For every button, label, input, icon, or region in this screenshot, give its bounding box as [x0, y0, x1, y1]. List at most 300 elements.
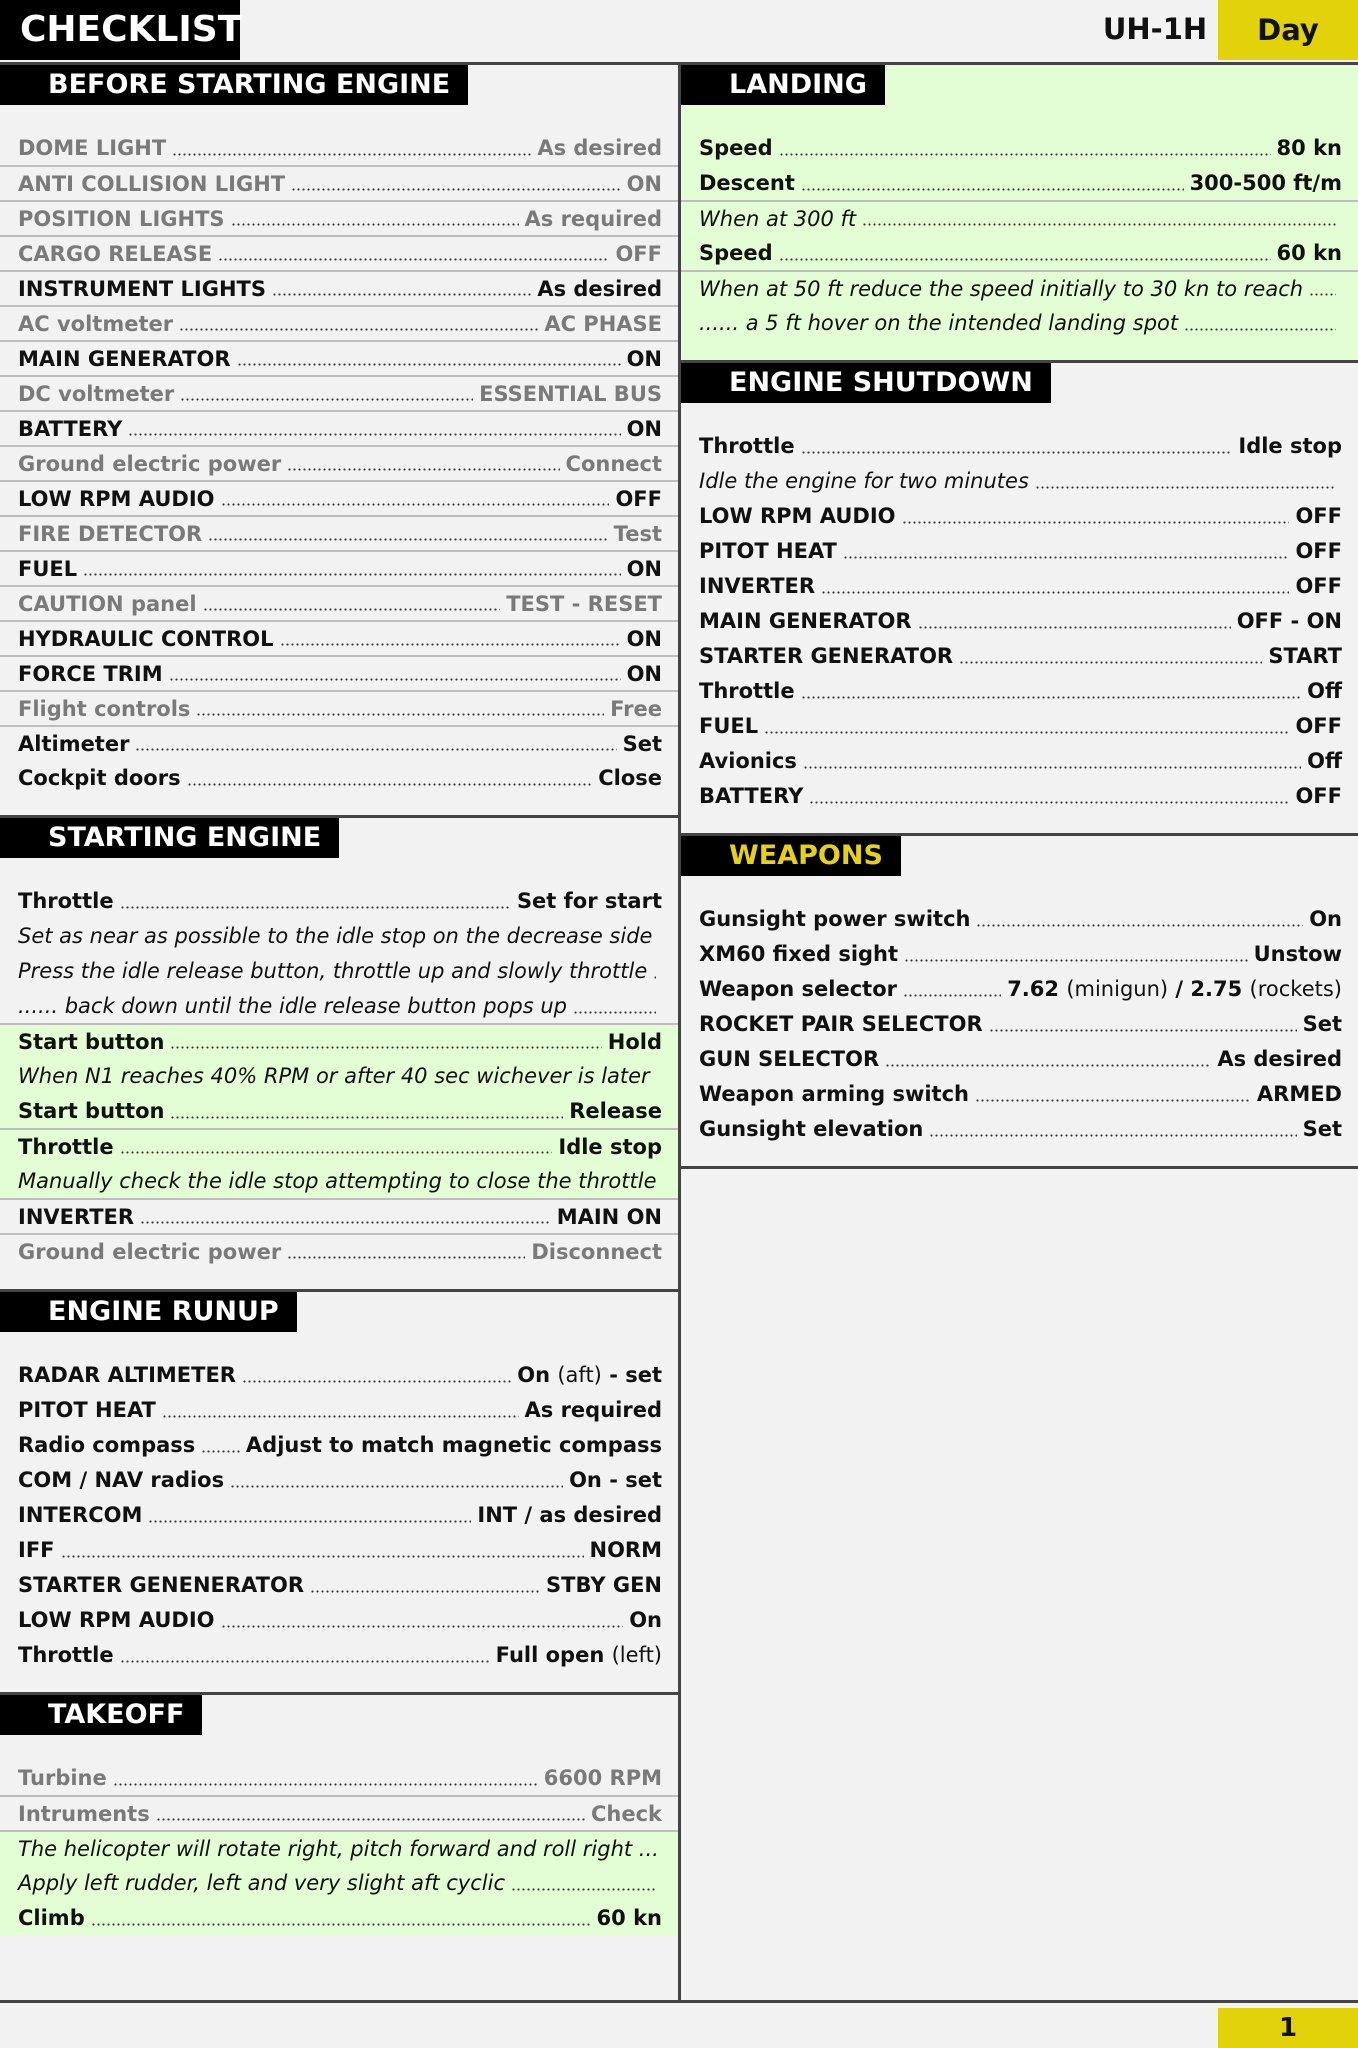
item-value — [1303, 1117, 1342, 1141]
item-label: Throttle — [18, 1642, 114, 1667]
item-label: Manually check the idle stop attempting to close the throttle — [18, 1168, 657, 1193]
value-text: START — [1268, 643, 1342, 668]
checklist-item — [681, 1006, 1358, 1041]
checklist-note — [681, 305, 1358, 340]
value-text: On — [517, 1362, 551, 1387]
checklist-item — [681, 1041, 1358, 1076]
leader-dots — [156, 1818, 585, 1821]
leader-dots — [208, 538, 607, 541]
leader-dots — [230, 1485, 563, 1488]
leader-dots — [959, 661, 1262, 664]
value-text: Off — [1307, 748, 1342, 773]
item-value — [1237, 609, 1342, 633]
checklist-item — [0, 270, 678, 305]
value-text: ON — [626, 416, 662, 441]
item-label: POSITION LIGHTS — [18, 206, 225, 231]
checklist-item — [0, 655, 678, 690]
item-value — [627, 172, 662, 196]
item-label: ...... a 5 ft hover on the intended landing spot — [699, 310, 1179, 335]
leader-dots — [91, 1923, 591, 1926]
leader-dots — [801, 188, 1184, 191]
item-value — [590, 1538, 663, 1562]
leader-dots — [83, 573, 620, 576]
checklist-item — [681, 971, 1358, 1006]
item-label: Avionics — [699, 748, 797, 773]
leader-dots — [287, 1256, 525, 1259]
item-label: Intruments — [18, 1801, 150, 1826]
checklist-item — [0, 1392, 678, 1427]
item-label: Descent — [699, 170, 795, 195]
checklist-note — [681, 200, 1358, 235]
value-note: (left) — [611, 1642, 662, 1667]
item-value — [525, 1398, 662, 1422]
section-title: ENGINE RUNUP — [0, 1292, 297, 1332]
item-label: Speed — [699, 240, 773, 265]
section-title: LANDING — [681, 65, 885, 105]
value-tail: - set — [609, 1362, 662, 1387]
item-label: FIRE DETECTOR — [18, 521, 203, 546]
leader-dots — [511, 1888, 656, 1891]
item-label: INTERCOM — [18, 1502, 143, 1527]
item-value — [598, 766, 662, 790]
item-label: Turbine — [18, 1765, 107, 1790]
checklist-item — [0, 690, 678, 725]
item-label: Ground electric power — [18, 451, 282, 476]
item-value — [1295, 714, 1342, 738]
leader-dots — [237, 363, 621, 366]
checklist-item — [681, 1111, 1358, 1146]
section-title: ENGINE SHUTDOWN — [681, 363, 1051, 403]
checklist-item — [681, 638, 1358, 673]
value-text: ESSENTIAL BUS — [479, 381, 662, 406]
value-text: ARMED — [1256, 1081, 1342, 1106]
item-label: PITOT HEAT — [699, 538, 837, 563]
checklist-item — [681, 708, 1358, 743]
value-text: Close — [598, 765, 662, 790]
item-label: FUEL — [699, 713, 759, 738]
value-text: ON — [626, 556, 662, 581]
value-text: OFF — [1295, 783, 1342, 808]
leader-dots — [148, 1520, 471, 1523]
leader-dots — [113, 1783, 538, 1786]
value-text: OFF — [1295, 538, 1342, 563]
checklist-item — [681, 936, 1358, 971]
item-label: CARGO RELEASE — [18, 241, 213, 266]
item-value — [1190, 171, 1342, 195]
leader-dots — [140, 1221, 551, 1224]
item-value — [627, 557, 662, 581]
checklist-item — [0, 1128, 678, 1163]
item-label: BATTERY — [699, 783, 804, 808]
mode-badge: Day — [1218, 0, 1358, 60]
value-tail: / 2.75 — [1175, 976, 1243, 1001]
checklist-item — [0, 1233, 678, 1268]
item-label: Speed — [699, 135, 773, 160]
leader-dots — [128, 433, 620, 436]
item-label: COM / NAV radios — [18, 1467, 225, 1492]
item-value — [627, 347, 662, 371]
leader-dots — [231, 223, 519, 226]
checklist-item — [0, 1198, 678, 1233]
leader-dots — [904, 959, 1248, 962]
item-value — [569, 1468, 662, 1492]
section-weapons — [681, 836, 1358, 1166]
value-text: TEST - RESET — [506, 591, 662, 616]
item-label: INVERTER — [18, 1204, 135, 1229]
checklist-note — [0, 1163, 678, 1198]
leader-dots — [976, 924, 1303, 927]
item-label: Flight controls — [18, 696, 191, 721]
checklist-note — [0, 918, 678, 953]
item-label: STARTER GENENERATOR — [18, 1572, 305, 1597]
checklist-item — [681, 743, 1358, 778]
item-value — [615, 242, 662, 266]
leader-dots — [779, 258, 1271, 261]
item-label: Start button — [18, 1098, 165, 1123]
item-label: MAIN GENERATOR — [18, 346, 231, 371]
item-value — [629, 1608, 662, 1632]
section-title: BEFORE STARTING ENGINE — [0, 65, 468, 105]
leader-dots — [918, 626, 1231, 629]
leader-dots — [573, 1011, 656, 1014]
value-text: Set — [1302, 1011, 1342, 1036]
item-value — [1257, 1082, 1342, 1106]
leader-dots — [1035, 486, 1336, 489]
page-title: CHECKLIST — [0, 0, 240, 60]
value-text: Hold — [607, 1029, 662, 1054]
leader-dots — [218, 258, 609, 261]
checklist-item — [0, 235, 678, 270]
page-number: 1 — [1218, 2008, 1358, 2048]
value-text: 80 kn — [1276, 135, 1342, 160]
checklist-item — [0, 130, 678, 165]
item-label: FUEL — [18, 556, 78, 581]
checklist-item — [0, 1427, 678, 1462]
item-value — [597, 1906, 662, 1930]
item-value — [1295, 784, 1342, 808]
leader-dots — [809, 801, 1289, 804]
leader-dots — [187, 783, 593, 786]
item-value — [615, 487, 662, 511]
leader-dots — [291, 188, 620, 191]
value-text: ON — [626, 626, 662, 651]
item-value — [1007, 977, 1342, 1001]
checklist-item — [681, 673, 1358, 708]
value-note: (rockets) — [1249, 976, 1342, 1001]
item-label: CAUTION panel — [18, 591, 197, 616]
checklist-item — [681, 1076, 1358, 1111]
value-text: 7.62 — [1007, 976, 1060, 1001]
item-label: ROCKET PAIR SELECTOR — [699, 1011, 983, 1036]
value-note: (minigun) — [1066, 976, 1169, 1001]
item-value — [525, 207, 662, 231]
checklist-item — [0, 1602, 678, 1637]
item-label: FORCE TRIM — [18, 661, 163, 686]
item-label: Cockpit doors — [18, 765, 181, 790]
item-label: LOW RPM AUDIO — [18, 1607, 215, 1632]
checklist-item — [0, 620, 678, 655]
value-text: NORM — [589, 1537, 662, 1562]
leader-dots — [801, 696, 1302, 699]
leader-dots — [203, 608, 501, 611]
item-label: INVERTER — [699, 573, 816, 598]
checklist-item — [0, 305, 678, 340]
item-label: ...... back down until the idle release button pops up — [18, 993, 567, 1018]
checklist-item — [0, 1900, 678, 1935]
item-label: Press the idle release button, throttle up and slowly throttle — [18, 958, 648, 983]
item-value — [591, 1802, 662, 1826]
value-text: Set — [622, 731, 662, 756]
leader-dots — [843, 556, 1290, 559]
checklist-note — [0, 1830, 678, 1865]
item-value — [1268, 644, 1342, 668]
item-value — [627, 662, 662, 686]
item-value — [1277, 136, 1342, 160]
checklist-item — [0, 1462, 678, 1497]
leader-dots — [272, 293, 531, 296]
checklist-item — [681, 428, 1358, 463]
leader-dots — [179, 328, 538, 331]
item-value — [557, 1205, 662, 1229]
item-label: Throttle — [699, 678, 795, 703]
section-engine-shutdown — [681, 363, 1358, 833]
value-text: Check — [590, 1801, 662, 1826]
item-value — [1295, 574, 1342, 598]
value-text: 6600 RPM — [543, 1765, 662, 1790]
item-label: XM60 fixed sight — [699, 941, 899, 966]
leader-dots — [201, 1450, 240, 1453]
value-text: OFF — [1295, 573, 1342, 598]
value-text: ON — [626, 346, 662, 371]
value-text: OFF - ON — [1236, 608, 1342, 633]
item-value — [537, 136, 662, 160]
section-starting-engine — [0, 818, 678, 1289]
item-label: Weapon arming switch — [699, 1081, 969, 1106]
item-label: Throttle — [18, 1134, 114, 1159]
leader-dots — [821, 591, 1289, 594]
leader-dots — [120, 1660, 490, 1663]
item-value — [496, 1643, 662, 1667]
item-label: Throttle — [699, 433, 795, 458]
leader-dots — [310, 1590, 540, 1593]
leader-dots — [862, 223, 1336, 226]
item-label: Idle the engine for two minutes — [699, 468, 1029, 493]
leader-dots — [221, 1625, 624, 1628]
checklist-item — [0, 165, 678, 200]
value-text: OFF — [1295, 713, 1342, 738]
leader-dots — [120, 1151, 553, 1154]
footer-divider — [0, 2000, 1358, 2003]
item-label: DOME LIGHT — [18, 135, 167, 160]
checklist-note — [0, 1058, 678, 1093]
checklist-note — [681, 463, 1358, 498]
value-text: Release — [569, 1098, 662, 1123]
checklist-item — [681, 603, 1358, 638]
checklist-item — [0, 445, 678, 480]
leader-dots — [779, 153, 1271, 156]
value-text: 60 kn — [596, 1905, 662, 1930]
section-title: WEAPONS — [681, 836, 901, 876]
leader-dots — [170, 1116, 563, 1119]
leader-dots — [1184, 328, 1336, 331]
item-value — [1307, 749, 1342, 773]
value-note: (aft) — [557, 1362, 602, 1387]
value-text: Unstow — [1253, 941, 1342, 966]
value-text: OFF — [615, 486, 662, 511]
value-text: Free — [610, 696, 662, 721]
value-text: As required — [524, 1397, 662, 1422]
item-label: Ground electric power — [18, 1239, 282, 1264]
item-label: Apply left rudder, left and very slight aft cyclic — [18, 1870, 505, 1895]
item-value — [1295, 504, 1342, 528]
checklist-item — [0, 1357, 678, 1392]
checklist-item — [0, 1795, 678, 1830]
checklist-item — [0, 1497, 678, 1532]
value-text: ON — [626, 171, 662, 196]
checklist-item — [681, 533, 1358, 568]
checklist-item — [681, 235, 1358, 270]
leader-dots — [221, 503, 610, 506]
value-text: As required — [524, 206, 662, 231]
item-label: AC voltmeter — [18, 311, 174, 336]
item-label: STARTER GENERATOR — [699, 643, 954, 668]
leader-dots — [902, 521, 1290, 524]
item-label: Radio compass — [18, 1432, 196, 1457]
item-value — [544, 1766, 662, 1790]
leader-dots — [903, 994, 1001, 997]
value-text: 300-500 ft/m — [1189, 170, 1342, 195]
value-text: Set for start — [516, 888, 662, 913]
item-value — [477, 1503, 662, 1527]
value-text: As desired — [537, 135, 662, 160]
checklist-item — [0, 1093, 678, 1128]
value-text: AC PHASE — [544, 311, 662, 336]
item-label: Set as near as possible to the idle stop on the decrease side — [18, 923, 653, 948]
item-label: LOW RPM AUDIO — [699, 503, 896, 528]
item-label: PITOT HEAT — [18, 1397, 156, 1422]
item-value — [544, 312, 662, 336]
checklist-item — [0, 725, 678, 760]
item-label: LOW RPM AUDIO — [18, 486, 215, 511]
checklist-item — [0, 480, 678, 515]
checklist-note — [681, 270, 1358, 305]
checklist-item — [681, 130, 1358, 165]
item-value — [546, 1573, 662, 1597]
checklist-item — [0, 410, 678, 445]
checklist-item — [0, 200, 678, 235]
leader-dots — [764, 731, 1289, 734]
value-text: On — [1309, 906, 1342, 931]
item-value — [566, 452, 662, 476]
value-text: Connect — [565, 451, 662, 476]
checklist-item — [0, 585, 678, 620]
value-text: Adjust to match magnetic compass — [245, 1432, 662, 1457]
checklist-note — [0, 953, 678, 988]
section-engine-runup — [0, 1292, 678, 1692]
checklist-item — [0, 375, 678, 410]
item-value — [531, 1240, 662, 1264]
leader-dots — [801, 451, 1233, 454]
item-value — [1254, 942, 1342, 966]
value-text: Idle stop — [558, 1134, 662, 1159]
item-label: INSTRUMENT LIGHTS — [18, 276, 266, 301]
checklist-item — [0, 550, 678, 585]
value-text: ON — [626, 661, 662, 686]
item-value — [1277, 241, 1342, 265]
checklist-item — [681, 498, 1358, 533]
leader-dots — [280, 643, 621, 646]
divider — [681, 1166, 1358, 1169]
value-text: On - set — [569, 1467, 662, 1492]
item-label: When N1 reaches 40% RPM or after 40 sec wichever is later — [18, 1063, 650, 1088]
item-value — [608, 1030, 662, 1054]
item-value — [1238, 434, 1342, 458]
value-text: OFF — [1295, 503, 1342, 528]
value-text: As desired — [537, 276, 662, 301]
checklist-item — [681, 568, 1358, 603]
item-label: When at 50 ft reduce the speed initially to 30 kn to reach — [699, 276, 1304, 301]
item-value — [1309, 907, 1342, 931]
item-label: ANTI COLLISION LIGHT — [18, 171, 286, 196]
item-value — [623, 732, 662, 756]
aircraft-model: UH-1H — [1102, 12, 1208, 46]
item-value — [506, 592, 662, 616]
item-value — [627, 627, 662, 651]
checklist-item — [0, 1567, 678, 1602]
item-label: Start button — [18, 1029, 165, 1054]
item-label: Altimeter — [18, 731, 130, 756]
item-value — [614, 522, 662, 546]
leader-dots — [172, 153, 531, 156]
leader-dots — [989, 1029, 1297, 1032]
item-value — [537, 277, 662, 301]
leader-dots — [1309, 293, 1336, 296]
leader-dots — [975, 1099, 1251, 1102]
item-value — [610, 697, 662, 721]
item-value — [517, 889, 662, 913]
checklist-item — [681, 901, 1358, 936]
item-value — [479, 382, 662, 406]
value-text: OFF — [615, 241, 662, 266]
item-value — [1295, 539, 1342, 563]
value-text: INT / as desired — [477, 1502, 662, 1527]
value-text: Off — [1307, 678, 1342, 703]
checklist-note — [0, 988, 678, 1023]
item-value — [569, 1099, 662, 1123]
leader-dots — [196, 713, 604, 716]
section-title: STARTING ENGINE — [0, 818, 339, 858]
checklist-item — [0, 515, 678, 550]
item-value — [558, 1135, 662, 1159]
item-value — [1307, 679, 1342, 703]
item-label: Weapon selector — [699, 976, 898, 1001]
item-value — [627, 417, 662, 441]
item-label: The helicopter will rotate right, pitch forward and roll right ... — [18, 1836, 659, 1861]
header-bar — [0, 0, 1358, 63]
section-before-starting-engine — [0, 65, 678, 815]
value-text: Disconnect — [531, 1239, 662, 1264]
checklist-item — [681, 165, 1358, 200]
item-label: DC voltmeter — [18, 381, 175, 406]
checklist-item — [0, 1637, 678, 1672]
leader-dots — [653, 976, 656, 979]
section-landing — [681, 65, 1358, 360]
checklist-item — [681, 778, 1358, 813]
value-text: On — [629, 1607, 662, 1632]
item-label: Climb — [18, 1905, 85, 1930]
leader-dots — [120, 906, 511, 909]
item-label: RADAR ALTIMETER — [18, 1362, 236, 1387]
